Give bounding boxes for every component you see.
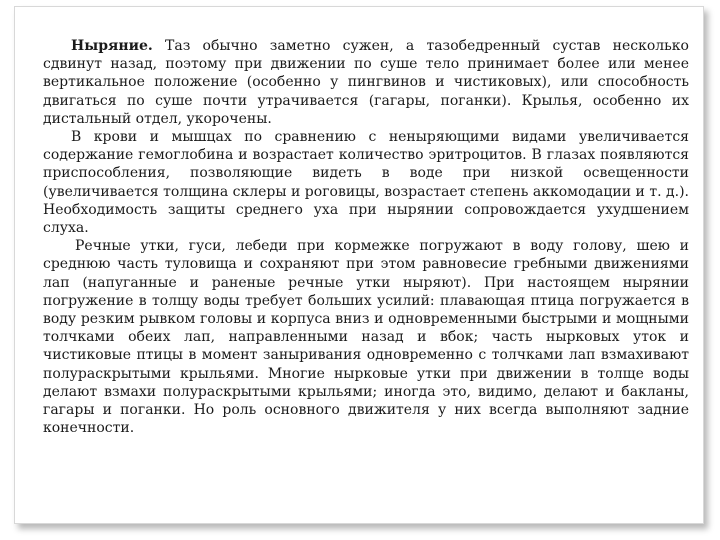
paragraph-diving-technique bbox=[43, 237, 689, 437]
page-card bbox=[14, 6, 704, 524]
paragraph-term: Ныряние. bbox=[71, 38, 153, 54]
text-block bbox=[43, 37, 689, 437]
paragraph-text: Речные утки, гуси, лебеди при кормежке погружают в воду голову, шею и среднюю часть туловища и сохраняют при этом равновесие гребными движениями лап (напуганные и раненые речные утки ныряют). При настоящем нырянии погружение в толщу воды требует больших усилий: плавающая птица погружается в воду резким рывком головы и корпуса вниз и одновременными быстрыми и мощными толчками обеих лап, направленными назад и вбок; часть нырковых уток и чистиковые птицы в момент заныривания одновременно с толчками лап взмахивают полураскрытыми крыльями. Многие нырковые утки при движении в толще воды делают взмахи полураскрытыми крыльями; иногда это, видимо, делают и бакланы, гагары и поганки. Но роль основного движителя у них всегда выполняют задние конечности. bbox=[43, 238, 689, 437]
paragraph-blood-and-eyes bbox=[43, 128, 689, 237]
paragraph-diving bbox=[43, 37, 689, 128]
paragraph-text: В крови и мышцах по сравнению с неныряющими видами увеличивается содержание гемоглобина и возрастает количество эритроцитов. В глазах появляются приспособления, позволяющие видеть в воде при низкой освещенности (увеличивается толщина склеры и роговицы, возрастает степень аккомодации и т. д.). Необходимость защиты среднего уха при нырянии сопровождается ухудшением слуха. bbox=[43, 129, 689, 237]
paragraph-text: Таз обычно заметно сужен, а тазобедренный сустав несколько сдвинут назад, поэтому при движении по суше тело принимает более или менее вертикальное положение (особенно у пингвинов и чистиковых), или способность двигаться по суше почти утрачивается (гагары, поганки). Крылья, особенно их дистальный отдел, укорочены. bbox=[43, 38, 689, 127]
